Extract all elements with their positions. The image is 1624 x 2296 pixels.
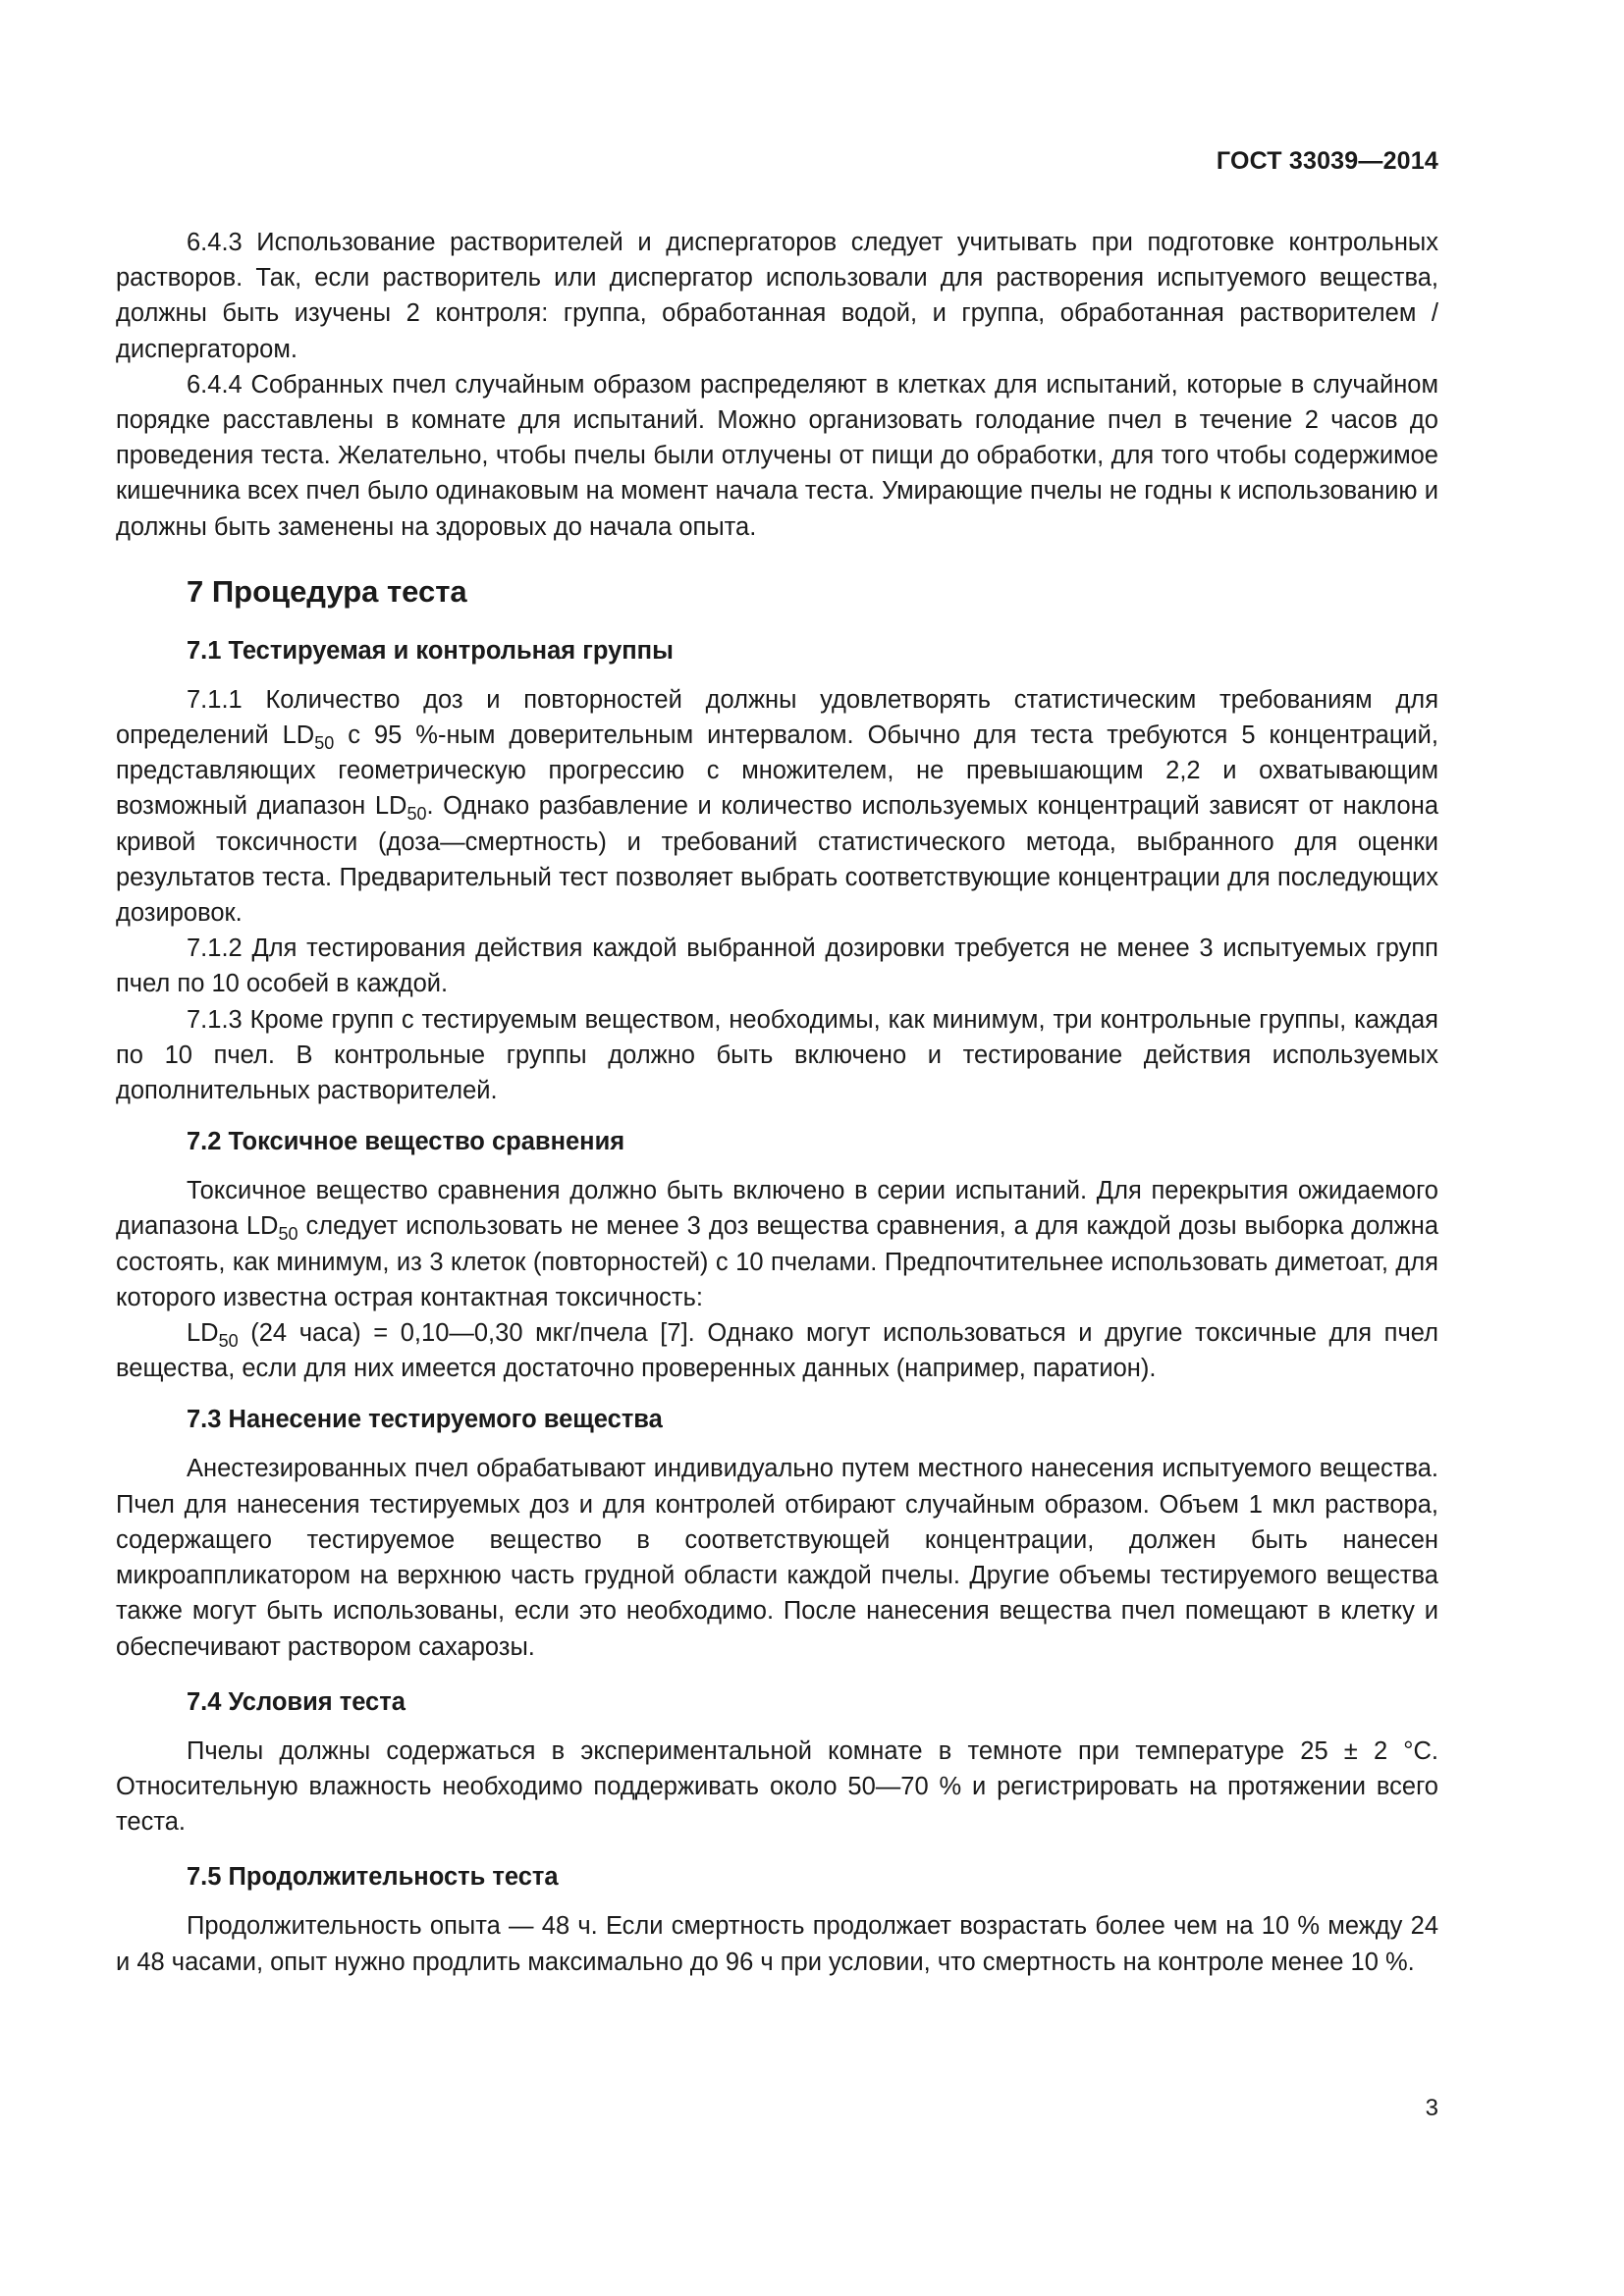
document-header: ГОСТ 33039—2014 [1216,147,1438,175]
subscript-50: 50 [314,733,335,754]
paragraph-7-2-a-text-a: Токсичное вещество сравнения должно быть включено в серии испытаний. Для перекрытия ожидаемого диапазона LD [116,1177,1438,1241]
paragraph-7-1-1 [116,682,1438,931]
page-number: 3 [1425,2095,1438,2121]
subscript-50: 50 [218,1331,239,1352]
paragraph-7-2-a [116,1173,1438,1315]
subsection-heading-7-2: 7.2 Токсичное вещество сравнения [187,1128,625,1156]
subsection-heading-7-1: 7.1 Тестируемая и контрольная группы [187,636,674,665]
paragraph-7-1-2: 7.1.2 Для тестирования действия каждой выбранной дозировки требуется не менее 3 испытуемых групп пчел по 10 особей в каждой. [116,934,1438,998]
paragraph-7-1-1-text-a: 7.1.1 Количество доз и повторностей должны удовлетворять статистическим требованиям для определений LD [116,685,1438,750]
subsection-heading-7-5: 7.5 Продолжительность теста [187,1863,559,1892]
subscript-50: 50 [278,1224,298,1245]
paragraph-7-5: Продолжительность опыта — 48 ч. Если смертность продолжает возрастать более чем на 10 % между 24 и 48 часами, опыт нужно продлить максимально до 96 ч при условии, что смертность на контроле менее 10 %. [116,1912,1438,1976]
paragraph-7-1-3: 7.1.3 Кроме групп с тестируемым веществом, необходимы, как минимум, три контрольные группы, каждая по 10 пчел. В контрольные группы должно быть включено и тестирование действия используемых дополнительных растворителей. [116,1005,1438,1105]
subsection-heading-7-4: 7.4 Условия теста [187,1687,406,1716]
document-body [116,225,1438,1980]
paragraph-7-4: Пчелы должны содержаться в экспериментальной комнате в темноте при температуре 25 ± 2 °С. Относительную влажность необходимо поддерживать около 50—70 % и регистрировать на протяжении всего теста. [116,1736,1438,1837]
paragraph-7-2-b-text-a: LD [187,1319,219,1348]
paragraph-6-4-4: 6.4.4 Собранных пчел случайным образом распределяют в клетках для испытаний, которые в случайном порядке расставлены в комнате для испытаний. Можно организовать голодание пчел в течение 2 часов до проведения теста. Желательно, чтобы пчелы были отлучены от пищи до обработки, для того чтобы содержимое кишечника всех пчел было одинаковым на момент начала теста. Умирающие пчелы не годны к использованию и должны быть заменены на здоровых до начала опыта. [116,370,1438,541]
paragraph-7-2-b [116,1315,1438,1386]
paragraph-7-2-a-text-b: следует использовать не менее 3 доз вещества сравнения, а для каждой дозы выборка должна состоять, как минимум, из 3 клеток (повторностей) с 10 пчелами. Предпочтительнее использовать диметоат, для которого известна острая контактная токсичность: [116,1212,1438,1311]
paragraph-7-1-1-text-b: с 95 %-ным доверительным интервалом. Обычно для теста требуются 5 концентраций, представляющих геометрическую прогрессию с множителем, не превышающим 2,2 и охватывающим возможный диапазон LD [116,721,1438,821]
subscript-50: 50 [406,804,427,825]
paragraph-7-2-b-text-b: (24 часа) = 0,10—0,30 мкг/пчела [7]. Однако могут использоваться и другие токсичные для пчел вещества, если для них имеется достаточно проверенных данных (например, паратион). [116,1319,1438,1383]
section-heading-7: 7 Процедура теста [187,573,467,609]
paragraph-6-4-3: 6.4.3 Использование растворителей и диспергаторов следует учитывать при подготовке контрольных растворов. Так, если растворитель или диспергатор использовали для растворения испытуемого вещества, должны быть изучены 2 контроля: группа, обработанная водой, и группа, обработанная растворителем /диспергатором. [116,229,1438,363]
subsection-heading-7-3: 7.3 Нанесение тестируемого вещества [187,1406,663,1434]
paragraph-7-1-1-text-c: . Однако разбавление и количество используемых концентраций зависят от наклона кривой токсичности (доза—смертность) и требований статистического метода, выбранного для оценки результатов теста. Предварительный тест позволяет выбрать соответствующие концентрации для последующих дозировок. [116,792,1439,928]
paragraph-7-3: Анестезированных пчел обрабатывают индивидуально путем местного нанесения испытуемого вещества. Пчел для нанесения тестируемых доз и для контролей отбирают случайным образом. Объем 1 мкл раствора, содержащего тестируемое вещество в соответствующей концентрации, должен быть нанесен микроаппликатором на верхнюю часть грудной области каждой пчелы. Другие объемы тестируемого вещества также могут быть использованы, если это необходимо. После нанесения вещества пчел помещают в клетку и обеспечивают раствором сахарозы. [116,1455,1438,1661]
